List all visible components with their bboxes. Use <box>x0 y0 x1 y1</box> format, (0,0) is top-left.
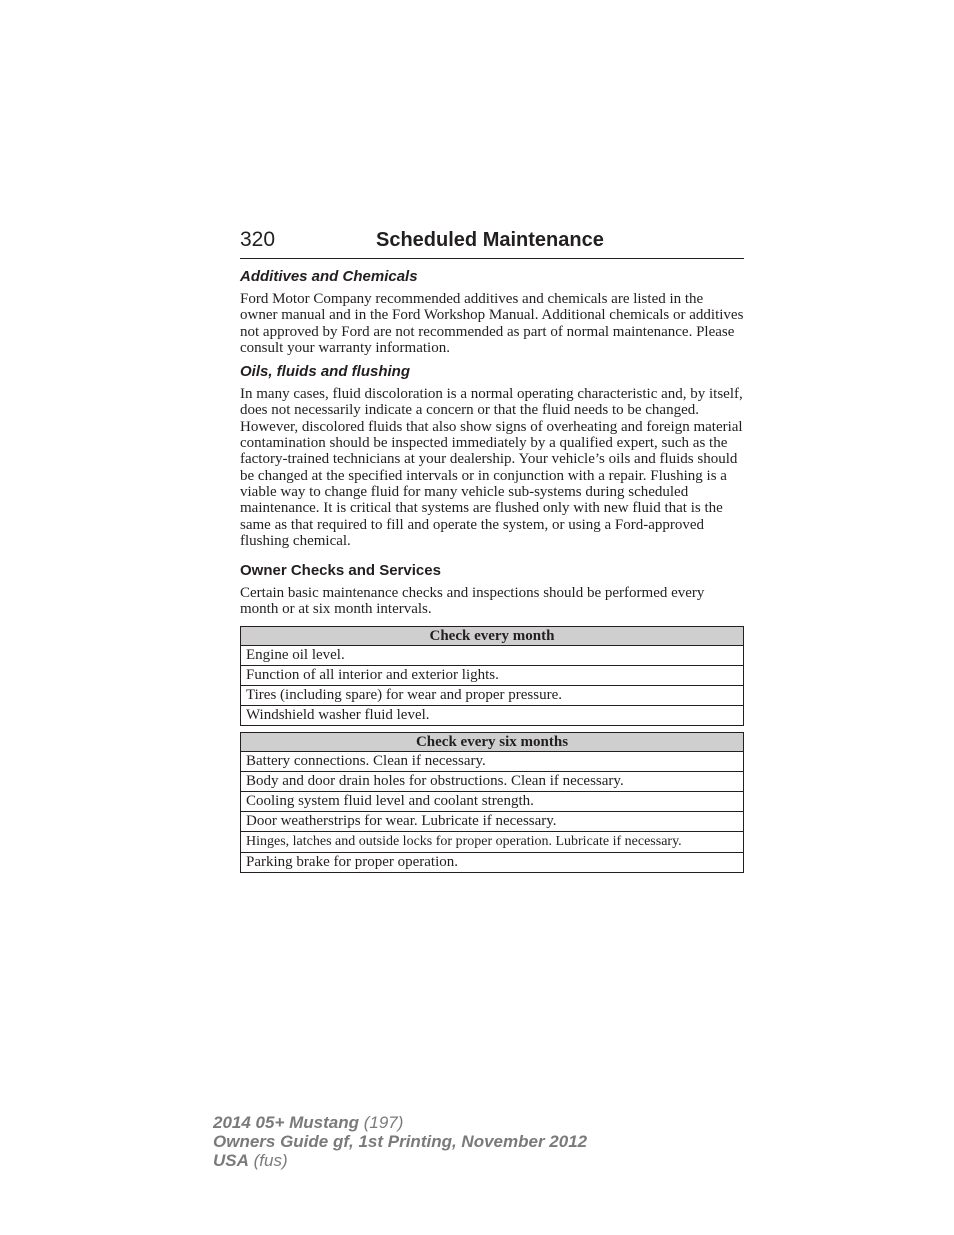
table-cell: Body and door drain holes for obstructions. Clean if necessary. <box>241 771 744 791</box>
table-row <box>241 811 744 831</box>
footer-market: USA <box>213 1151 249 1170</box>
table-cell: Hinges, latches and outside locks for proper operation. Lubricate if necessary. <box>241 831 744 852</box>
print-footer <box>213 1113 587 1170</box>
table-row <box>241 685 744 705</box>
table-row <box>241 852 744 872</box>
table-row <box>241 705 744 725</box>
table-cell: Door weatherstrips for wear. Lubricate if necessary. <box>241 811 744 831</box>
table-cell: Windshield washer fluid level. <box>241 705 744 725</box>
table-row <box>241 791 744 811</box>
owner-checks-paragraph: Certain basic maintenance checks and inspections should be performed every month or at six month intervals. <box>240 585 705 618</box>
additives-paragraph: Ford Motor Company recommended additives and chemicals are listed in the owner manual and in the Ford Workshop Manual. Additional chemicals or additives not approved by Ford are not recommended as part of normal maintenance. Please consult your warranty information. <box>240 291 744 356</box>
page-header <box>240 228 744 259</box>
footer-market-code: (fus) <box>253 1151 288 1170</box>
table-cell: Engine oil level. <box>241 645 744 665</box>
footer-model: 2014 05+ Mustang <box>213 1113 359 1132</box>
table-row <box>241 831 744 852</box>
table-cell: Function of all interior and exterior lights. <box>241 665 744 685</box>
six-month-checks-table <box>240 732 744 873</box>
page-content <box>240 228 744 873</box>
additives-heading: Additives and Chemicals <box>240 268 418 285</box>
six-month-table-header: Check every six months <box>241 732 744 751</box>
footer-line-2 <box>213 1132 587 1151</box>
oils-heading: Oils, fluids and flushing <box>240 363 411 381</box>
table-row <box>241 665 744 685</box>
footer-printing: Owners Guide gf, 1st Printing, November 2012 <box>213 1132 588 1151</box>
table-row <box>241 645 744 665</box>
table-row <box>241 771 744 791</box>
footer-model-code: (197) <box>363 1113 404 1132</box>
footer-line-3 <box>213 1151 587 1170</box>
page-title: Scheduled Maintenance <box>376 229 604 251</box>
owner-checks-heading: Owner Checks and Services <box>240 562 441 580</box>
table-cell: Battery connections. Clean if necessary. <box>241 751 744 771</box>
table-row <box>241 751 744 771</box>
monthly-table-header: Check every month <box>241 626 744 645</box>
page-number: 320 <box>240 228 276 251</box>
table-cell: Cooling system fluid level and coolant strength. <box>241 791 744 811</box>
footer-line-1 <box>213 1113 587 1132</box>
table-cell: Tires (including spare) for wear and proper pressure. <box>241 685 744 705</box>
oils-paragraph: In many cases, fluid discoloration is a normal operating characteristic and, by itself, does not necessarily indicate a concern or that the fluid needs to be changed. However, discolored fluids that also show signs of overheating and foreign material contamination should be inspected immediately by a qualified expert, such as the factory-trained technicians at your dealership. Your vehicle’s oils and fluids should be changed at the specified intervals or in conjunction with a repair. Flushing is a viable way to change fluid for many vehicle sub-systems during scheduled maintenance. It is critical that systems are flushed only with new fluid that is the same as that required to fill and operate the system, or using a Ford-approved flushing chemical. <box>240 386 743 549</box>
table-cell: Parking brake for proper operation. <box>241 852 744 872</box>
monthly-checks-table <box>240 626 744 726</box>
